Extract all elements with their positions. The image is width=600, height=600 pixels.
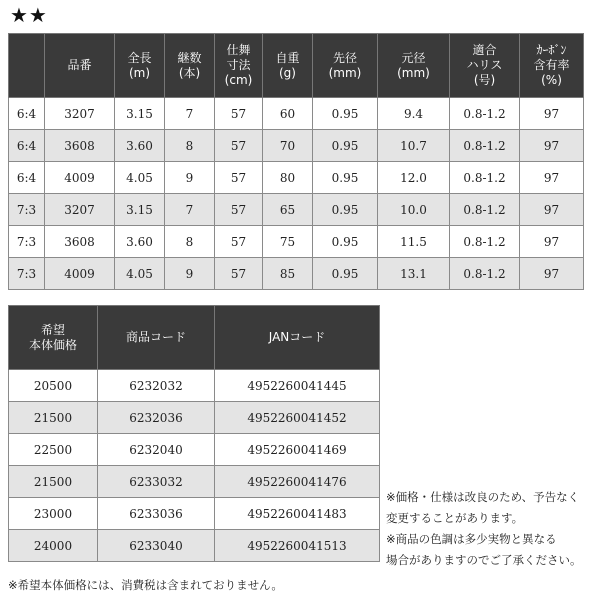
tax-note: ※希望本体価格には、消費税は含まれておりません。 [8, 578, 283, 592]
table-row [9, 498, 380, 530]
spec-cell: 80 [263, 162, 313, 194]
spec-header-cell [45, 34, 115, 98]
spec-cell: 57 [215, 98, 263, 130]
spec-header-text: 寸法 [226, 58, 251, 72]
table-row [9, 98, 584, 130]
spec-cell: 0.95 [313, 194, 378, 226]
spec-cell: 0.8-1.2 [450, 258, 520, 290]
price-cell: 23000 [9, 498, 98, 530]
price-header-text: 希望 [40, 322, 65, 337]
price-cell: 6233036 [98, 498, 215, 530]
spec-cell: 3.15 [115, 194, 165, 226]
spec-header-cell [9, 34, 45, 98]
spec-cell: 97 [520, 162, 584, 194]
spec-cell: 4009 [45, 162, 115, 194]
spec-cell: 0.95 [313, 226, 378, 258]
disclaimer-line: 場合がありますのでご了承ください。 [386, 553, 582, 567]
price-header-cell [215, 306, 380, 370]
spec-cell: 3608 [45, 130, 115, 162]
table-row [9, 530, 380, 562]
spec-header-row [9, 34, 584, 98]
spec-header-text: 自重 [275, 50, 300, 65]
spec-cell: 3608 [45, 226, 115, 258]
price-table [8, 305, 380, 562]
spec-header-text: ｶｰﾎﾞﾝ [536, 43, 567, 57]
spec-header-text: (mm) [397, 65, 430, 80]
spec-header-text: ハリス [466, 58, 503, 72]
spec-header-text: 元径 [401, 50, 426, 65]
spec-cell: 6:4 [9, 162, 45, 194]
spec-header-text: 品番 [67, 58, 92, 72]
spec-header-cell [215, 34, 263, 98]
spec-cell: 4.05 [115, 258, 165, 290]
spec-header-text: (%) [541, 73, 562, 87]
price-cell: 6232040 [98, 434, 215, 466]
price-cell: 4952260041452 [215, 402, 380, 434]
disclaimer-line: ※商品の色調は多少実物と異なる [386, 532, 557, 546]
spec-cell: 3.60 [115, 130, 165, 162]
spec-cell: 57 [215, 258, 263, 290]
spec-cell: 3.60 [115, 226, 165, 258]
spec-cell: 0.95 [313, 162, 378, 194]
price-cell: 21500 [9, 466, 98, 498]
spec-cell: 13.1 [378, 258, 450, 290]
spec-cell: 9 [165, 258, 215, 290]
spec-header-text: 継数 [177, 50, 202, 65]
table-row [9, 402, 380, 434]
spec-cell: 3207 [45, 98, 115, 130]
price-cell: 22500 [9, 434, 98, 466]
spec-cell: 0.95 [313, 258, 378, 290]
price-cell: 6232036 [98, 402, 215, 434]
table-row [9, 370, 380, 402]
table-row [9, 194, 584, 226]
spec-cell: 75 [263, 226, 313, 258]
table-row [9, 226, 584, 258]
spec-cell: 10.7 [378, 130, 450, 162]
table-row [9, 466, 380, 498]
price-header-cell [98, 306, 215, 370]
price-cell: 4952260041476 [215, 466, 380, 498]
spec-cell: 8 [165, 130, 215, 162]
price-header-cell [9, 306, 98, 370]
price-cell: 4952260041483 [215, 498, 380, 530]
spec-cell: 57 [215, 130, 263, 162]
spec-cell: 12.0 [378, 162, 450, 194]
spec-cell: 4.05 [115, 162, 165, 194]
spec-cell: 10.0 [378, 194, 450, 226]
price-header-text: JANコード [268, 330, 326, 344]
spec-header-text: 先径 [332, 50, 357, 65]
price-cell: 6232032 [98, 370, 215, 402]
spec-cell: 6:4 [9, 130, 45, 162]
spec-cell: 9.4 [378, 98, 450, 130]
spec-table [8, 33, 584, 290]
price-cell: 6233032 [98, 466, 215, 498]
price-cell: 4952260041445 [215, 370, 380, 402]
spec-cell: 97 [520, 226, 584, 258]
price-header-text: 商品コード [125, 330, 186, 344]
spec-cell: 9 [165, 162, 215, 194]
spec-cell: 11.5 [378, 226, 450, 258]
spec-cell: 0.95 [313, 98, 378, 130]
spec-cell: 3.15 [115, 98, 165, 130]
spec-header-cell [263, 34, 313, 98]
spec-cell: 60 [263, 98, 313, 130]
spec-cell: 7 [165, 194, 215, 226]
price-header-text: 本体価格 [28, 337, 77, 352]
spec-header-text: (cm) [224, 73, 253, 87]
spec-header-text: (本) [178, 65, 201, 80]
price-cell: 24000 [9, 530, 98, 562]
spec-cell: 97 [520, 98, 584, 130]
price-header-row [9, 306, 380, 370]
spec-header-text: (mm) [328, 65, 362, 80]
table-row [9, 130, 584, 162]
spec-cell: 97 [520, 258, 584, 290]
price-cell: 4952260041469 [215, 434, 380, 466]
spec-cell: 0.8-1.2 [450, 98, 520, 130]
spec-cell: 57 [215, 226, 263, 258]
spec-cell: 97 [520, 130, 584, 162]
spec-cell: 0.8-1.2 [450, 194, 520, 226]
price-cell: 6233040 [98, 530, 215, 562]
spec-cell: 6:4 [9, 98, 45, 130]
spec-cell: 3207 [45, 194, 115, 226]
rating-stars: ★★ [10, 3, 48, 27]
price-cell: 20500 [9, 370, 98, 402]
spec-header-text: (g) [279, 65, 296, 80]
spec-cell: 65 [263, 194, 313, 226]
table-row [9, 162, 584, 194]
table-row [9, 434, 380, 466]
spec-cell: 7:3 [9, 226, 45, 258]
spec-header-text: 適合 [472, 43, 497, 57]
spec-header-text: (m) [128, 65, 151, 80]
spec-cell: 0.8-1.2 [450, 226, 520, 258]
spec-cell: 57 [215, 162, 263, 194]
spec-header-text: 仕舞 [226, 43, 251, 57]
spec-header-text: (号) [473, 73, 496, 87]
table-row [9, 258, 584, 290]
spec-cell: 0.95 [313, 130, 378, 162]
spec-header-cell [165, 34, 215, 98]
spec-cell: 57 [215, 194, 263, 226]
spec-header-cell [115, 34, 165, 98]
spec-header-cell [313, 34, 378, 98]
spec-cell: 0.8-1.2 [450, 162, 520, 194]
spec-cell: 0.8-1.2 [450, 130, 520, 162]
spec-header-cell [378, 34, 450, 98]
disclaimer-note [386, 487, 582, 571]
spec-cell: 70 [263, 130, 313, 162]
spec-cell: 7:3 [9, 194, 45, 226]
spec-cell: 4009 [45, 258, 115, 290]
spec-cell: 85 [263, 258, 313, 290]
spec-cell: 8 [165, 226, 215, 258]
price-cell: 21500 [9, 402, 98, 434]
disclaimer-line: 変更することがあります。 [386, 511, 524, 525]
spec-header-text: 全長 [127, 50, 152, 65]
price-cell: 4952260041513 [215, 530, 380, 562]
spec-cell: 7 [165, 98, 215, 130]
spec-header-text: 含有率 [533, 58, 570, 72]
disclaimer-line: ※価格・仕様は改良のため、予告なく [386, 490, 580, 504]
spec-cell: 7:3 [9, 258, 45, 290]
spec-header-cell [520, 34, 584, 98]
spec-header-cell [450, 34, 520, 98]
spec-cell: 97 [520, 194, 584, 226]
